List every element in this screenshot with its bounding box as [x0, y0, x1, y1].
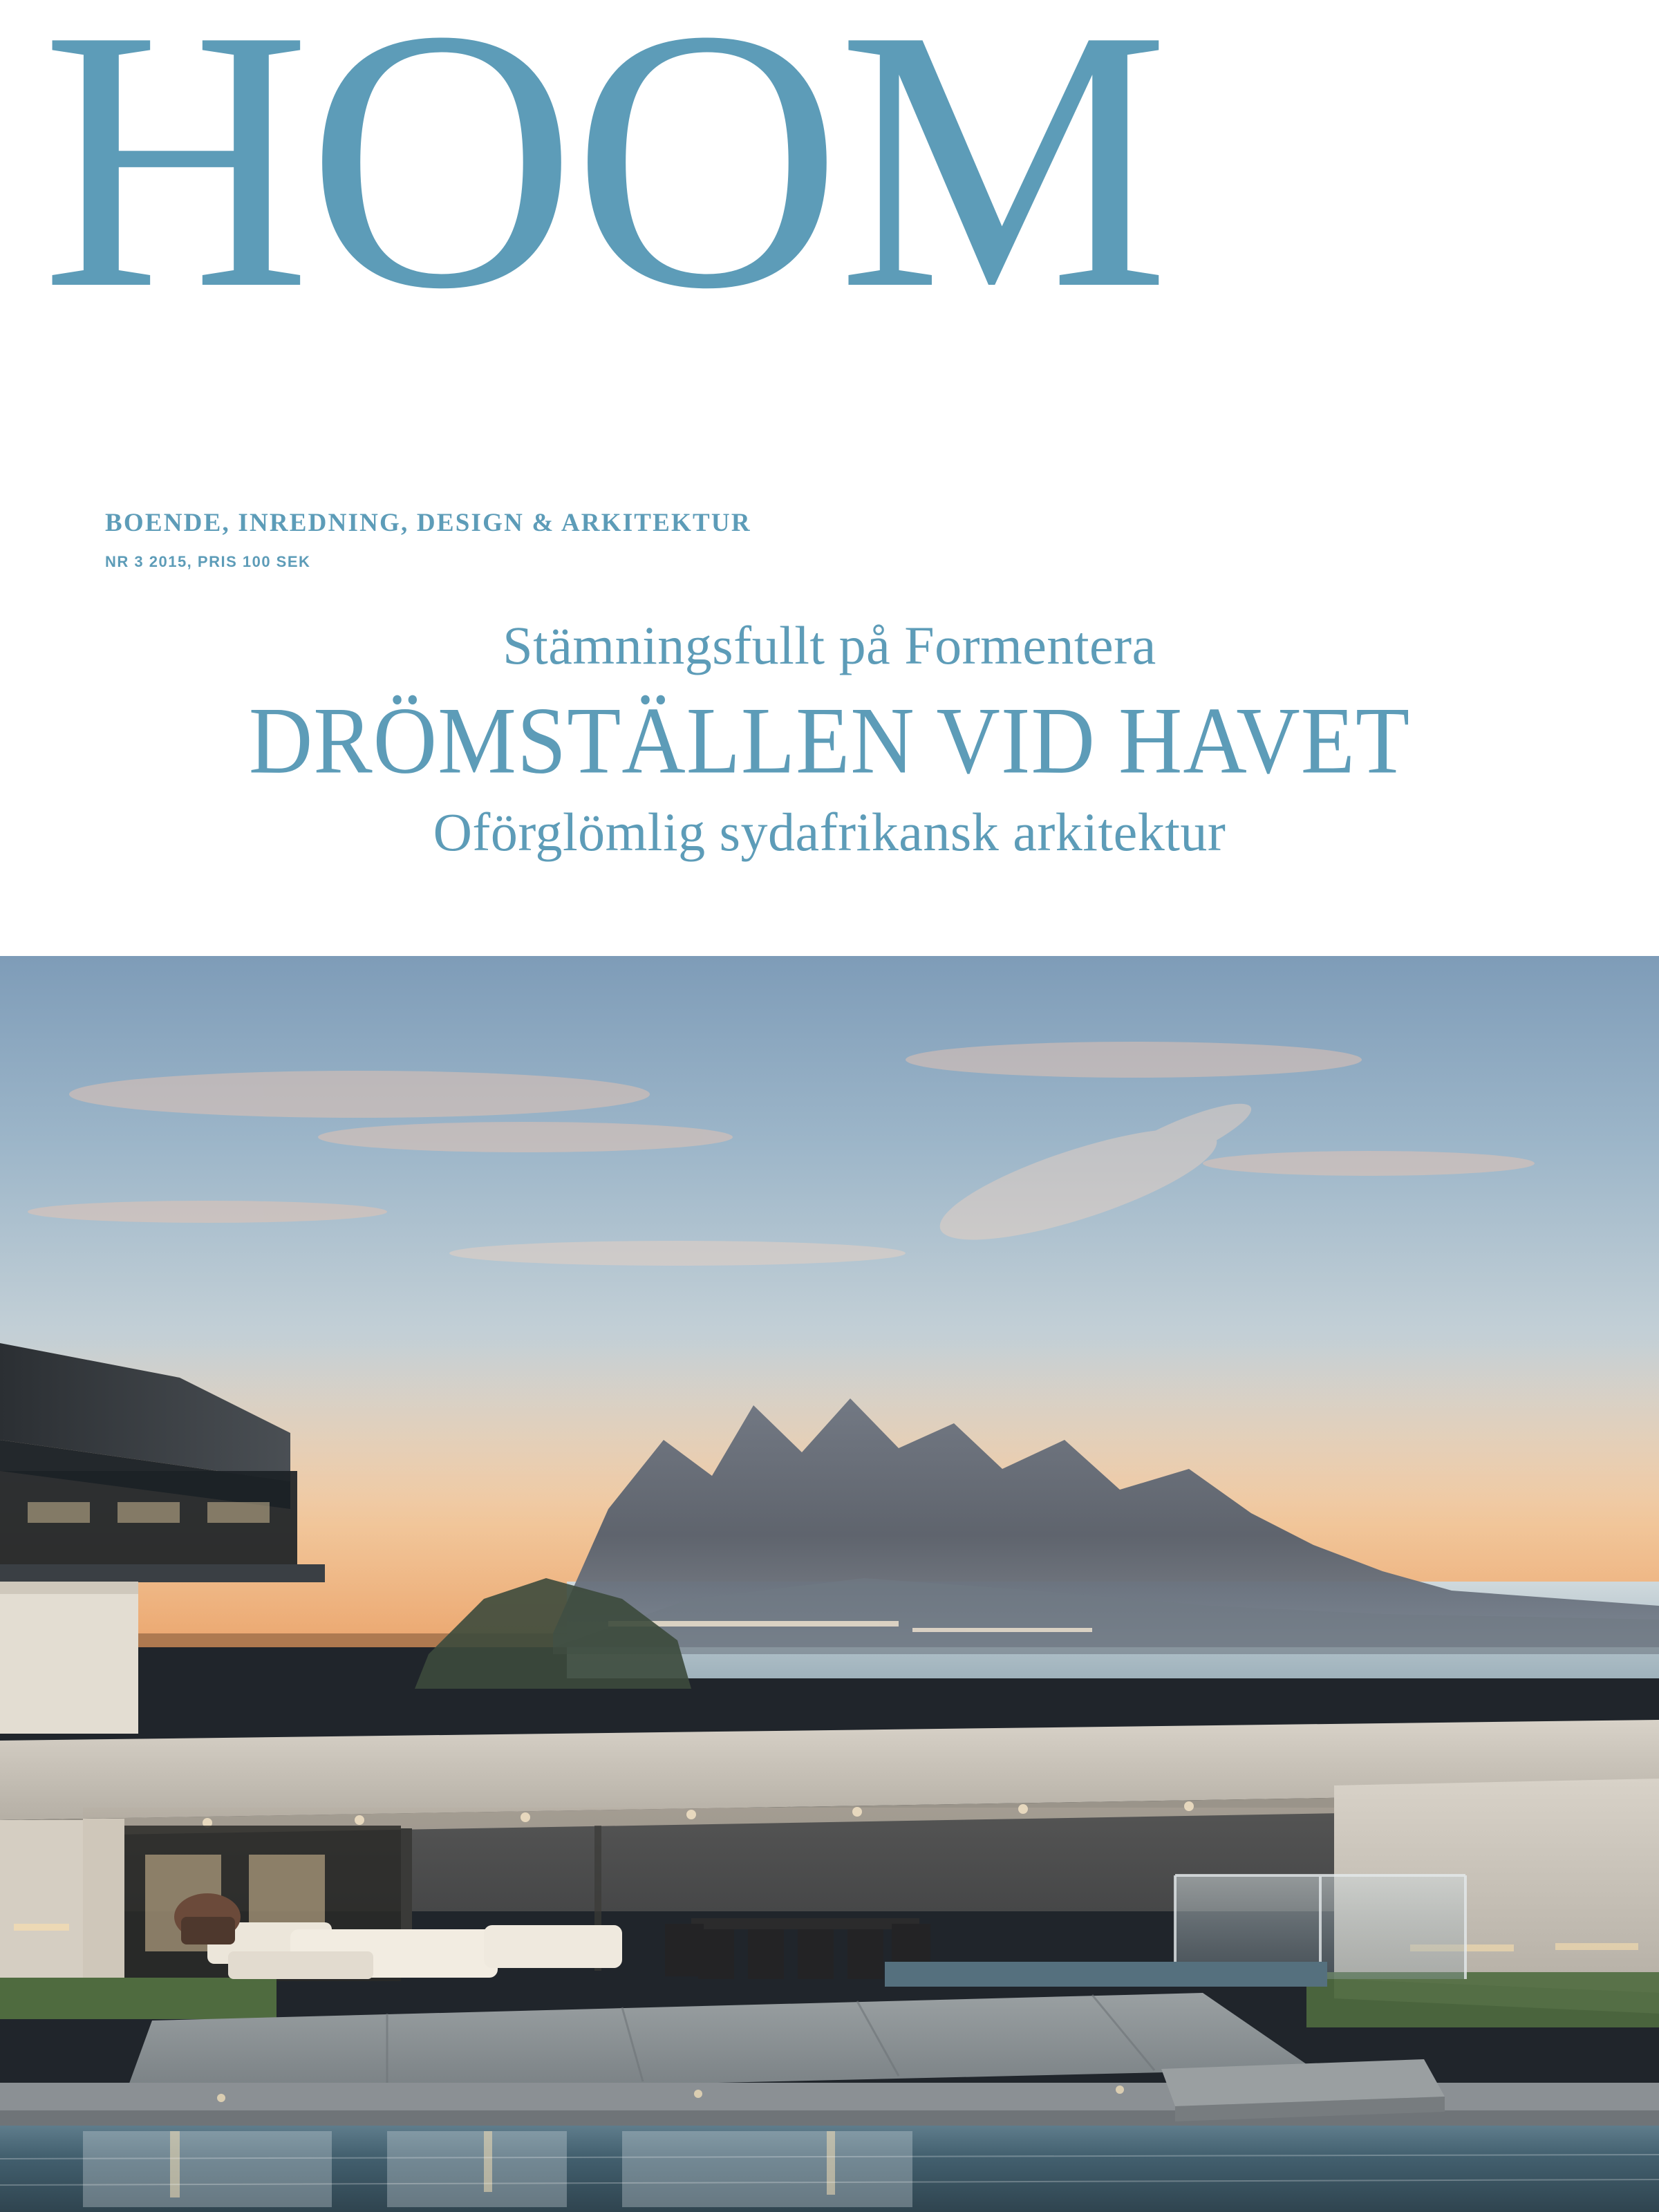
- cover-photograph: [0, 956, 1659, 2212]
- coverline-main: DRÖMSTÄLLEN VID HAVET: [248, 687, 1411, 794]
- masthead-block: [0, 0, 1659, 950]
- issue-and-price-line: NR 3 2015, PRIS 100 SEK: [105, 553, 311, 570]
- coverline-bottom: Oförglömlig sydafrikansk arkitektur: [433, 802, 1226, 862]
- magazine-title: HOOM: [41, 0, 1166, 366]
- coverline-top: Stämningsfullt på Formentera: [503, 615, 1156, 675]
- cover-photograph-illustration: [0, 956, 1659, 2212]
- magazine-tagline: BOENDE, INREDNING, DESIGN & ARKITEKTUR: [105, 509, 751, 537]
